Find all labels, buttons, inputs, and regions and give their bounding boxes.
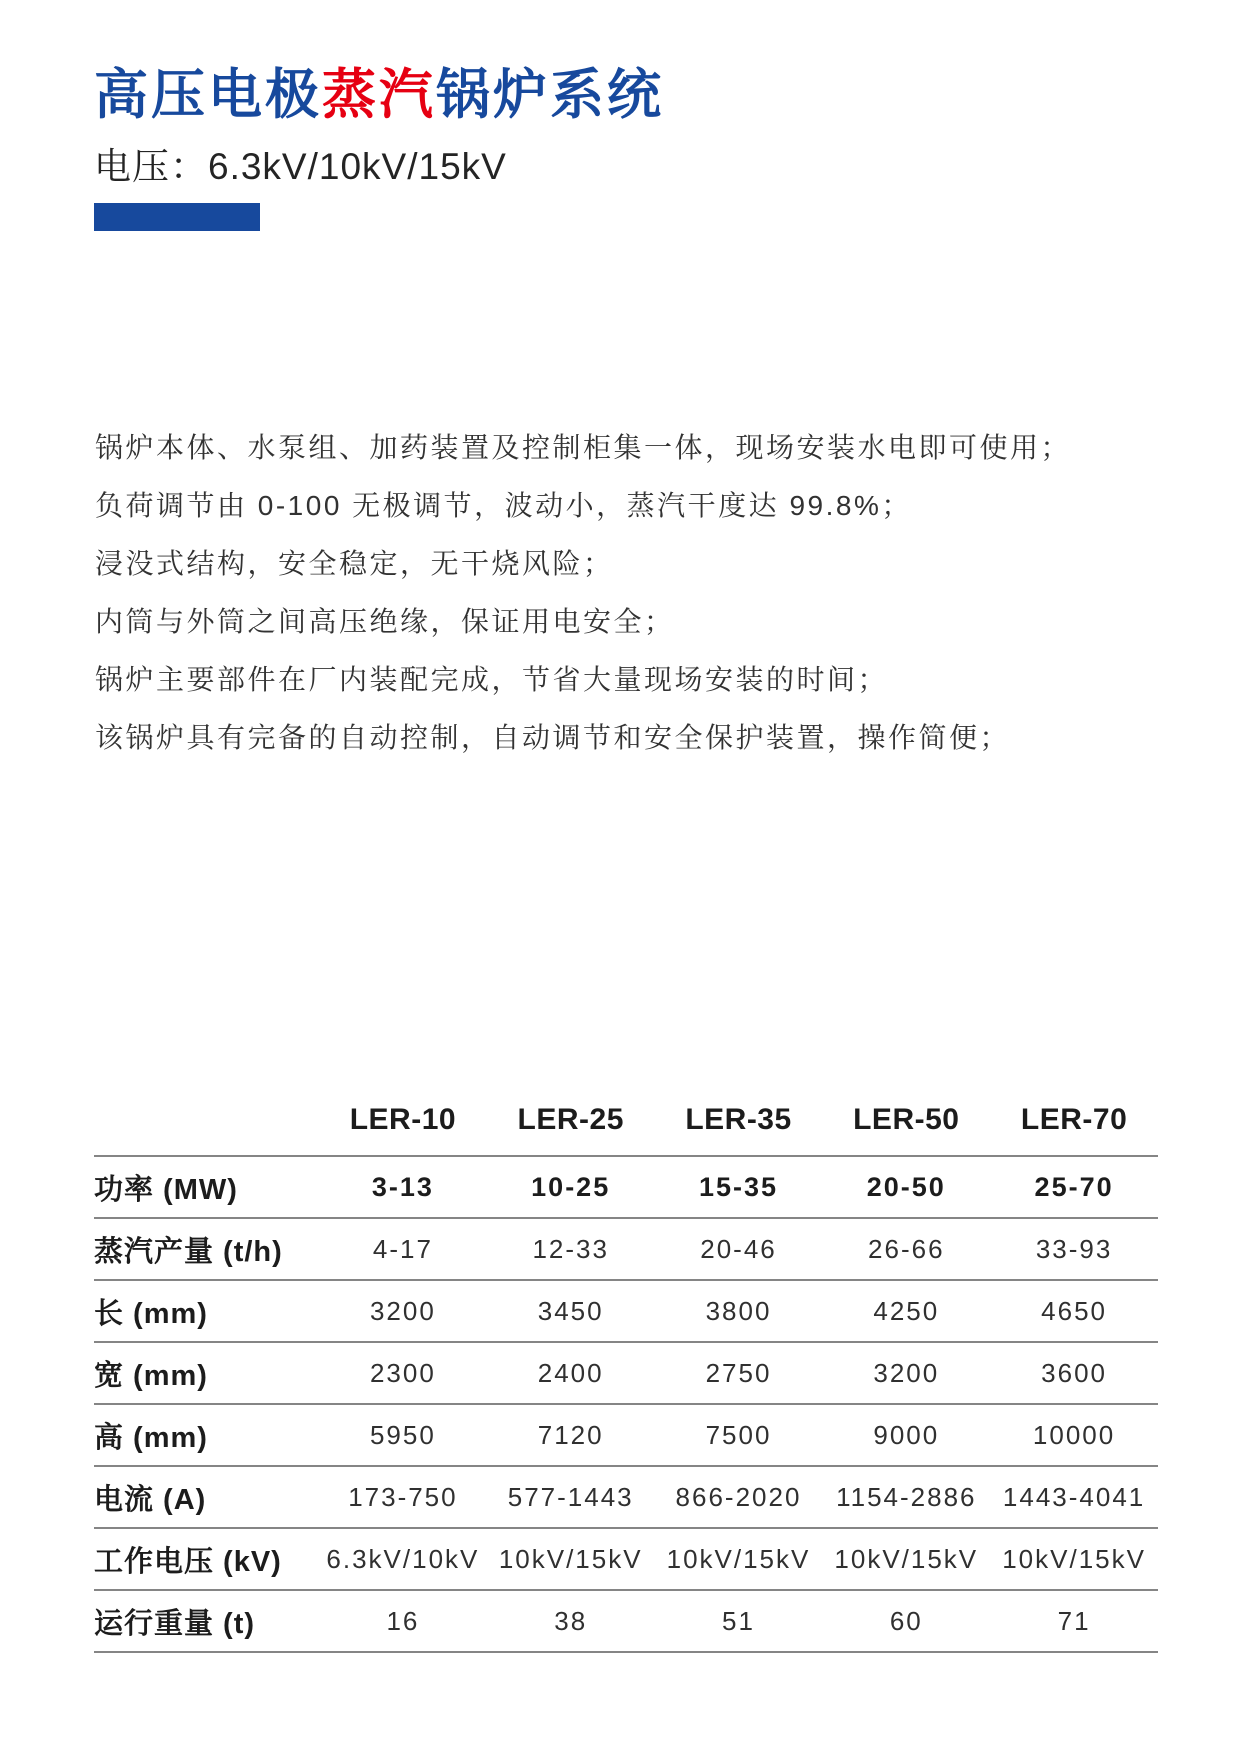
cell-value: 3200 [873, 1357, 940, 1388]
cell-value: 10kV/15kV [1002, 1543, 1146, 1574]
cell-value: 3600 [1041, 1357, 1107, 1388]
table-row [94, 1217, 1158, 1279]
feature-item: 锅炉本体、水泵组、加药装置及控制柜集一体，现场安装水电即可使用； [95, 432, 1072, 463]
title-segment-red: 蒸汽 [322, 65, 436, 125]
cell-value: 3800 [705, 1295, 772, 1326]
row-label: 功率 (MW) [94, 1173, 238, 1206]
cell-value: 10kV/15kV [498, 1543, 643, 1574]
row-label: 高 (mm) [94, 1421, 208, 1454]
cell-value: 51 [722, 1605, 755, 1636]
row-label: 运行重量 (t) [94, 1607, 256, 1640]
cell-value: 4650 [1041, 1295, 1107, 1326]
cell-value: 866-2020 [675, 1481, 802, 1512]
feature-item: 锅炉主要部件在厂内装配完成，节省大量现场安装的时间； [95, 664, 889, 695]
cell-value: 2750 [705, 1357, 772, 1388]
table-body [94, 1155, 1158, 1651]
row-label: 蒸汽产量 (t/h) [94, 1235, 283, 1268]
feature-item: 内筒与外筒之间高压绝缘，保证用电安全； [95, 606, 675, 637]
cell-value: 577-1443 [507, 1481, 634, 1512]
cell-value: 4-17 [372, 1233, 433, 1264]
table-row [94, 1589, 1158, 1651]
feature-item: 负荷调节由 0-100 无极调节，波动小，蒸汽干度达 99.8%； [95, 490, 912, 521]
cell-value: 10000 [1032, 1419, 1116, 1450]
cell-value: 2400 [537, 1357, 604, 1388]
cell-value: 71 [1057, 1605, 1091, 1636]
cell-value: 38 [554, 1605, 588, 1636]
cell-value: 7120 [537, 1419, 604, 1450]
cell-value: 20-50 [866, 1171, 946, 1202]
row-label: 电流 (A) [94, 1483, 207, 1516]
cell-value: 10kV/15kV [666, 1543, 811, 1574]
cell-value: 3-13 [371, 1171, 434, 1202]
row-label: 宽 (mm) [94, 1359, 208, 1392]
column-header: LER-70 [1020, 1103, 1128, 1136]
cell-value: 33-93 [1035, 1233, 1113, 1264]
cell-value: 1154-2886 [836, 1481, 977, 1512]
column-header: LER-10 [349, 1103, 457, 1136]
table-header-row [94, 1085, 1158, 1155]
cell-value: 12-33 [532, 1233, 609, 1264]
cell-value: 5950 [369, 1419, 436, 1450]
table-row [94, 1403, 1158, 1465]
cell-value: 6.3kV/10kV [326, 1543, 480, 1574]
cell-value: 4250 [873, 1295, 940, 1326]
cell-value: 9000 [873, 1419, 940, 1450]
cell-value: 1443-4041 [1002, 1481, 1146, 1512]
title-segment-blue-1: 高压电极 [94, 65, 322, 125]
table-row [94, 1341, 1158, 1403]
row-label: 工作电压 (kV) [94, 1545, 282, 1578]
feature-item: 浸没式结构，安全稳定，无干烧风险； [95, 548, 614, 579]
table-row [94, 1527, 1158, 1589]
cell-value: 25-70 [1034, 1171, 1114, 1202]
feature-item: 该锅炉具有完备的自动控制，自动调节和安全保护装置，操作简便； [95, 722, 1011, 753]
cell-value: 2300 [369, 1357, 436, 1388]
page-title [94, 66, 664, 125]
column-header: LER-25 [517, 1103, 624, 1136]
table-row [94, 1465, 1158, 1527]
cell-value: 10-25 [531, 1171, 611, 1202]
column-header: LER-50 [853, 1103, 960, 1136]
cell-value: 26-66 [868, 1233, 945, 1264]
column-header: LER-35 [685, 1103, 792, 1136]
spec-table [94, 1085, 1158, 1653]
cell-value: 16 [386, 1605, 420, 1636]
cell-value: 60 [889, 1605, 923, 1636]
cell-value: 15-35 [698, 1171, 779, 1202]
cell-value: 10kV/15kV [834, 1543, 979, 1574]
table-row [94, 1155, 1158, 1217]
voltage-subtitle: 电压：6.3kV/10kV/15kV [94, 146, 507, 187]
row-label: 长 (mm) [94, 1297, 208, 1330]
cell-value: 173-750 [348, 1481, 458, 1512]
cell-value: 3200 [369, 1295, 436, 1326]
cell-value: 20-46 [700, 1233, 777, 1264]
title-segment-blue-2: 锅炉系统 [436, 65, 664, 125]
feature-list [95, 419, 1175, 767]
cell-value: 7500 [705, 1419, 772, 1450]
table-row [94, 1279, 1158, 1341]
accent-bar [94, 203, 260, 231]
cell-value: 3450 [537, 1295, 604, 1326]
